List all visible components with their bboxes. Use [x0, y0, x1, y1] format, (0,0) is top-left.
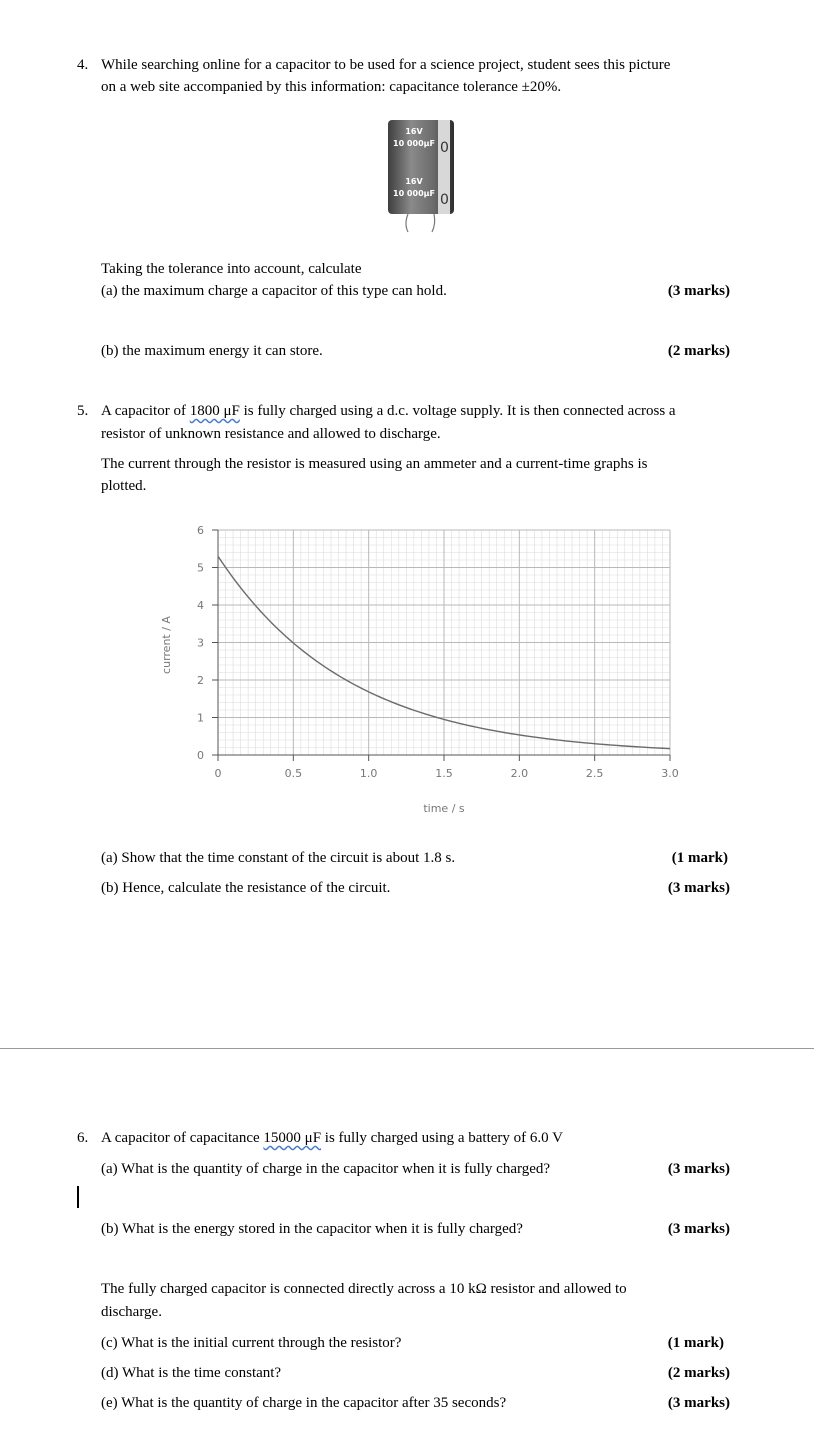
- y-tick-label: 5: [197, 561, 204, 575]
- q5-text-line2: resistor of unknown resistance and allowed to discharge.: [101, 426, 441, 442]
- svg-text:0: 0: [440, 140, 449, 156]
- q4-part-a-marks: (3 marks): [667, 283, 730, 299]
- cap-capacitance-bottom: 10 000μF: [393, 189, 435, 198]
- q5-part-a: (a) Show that the time constant of the circuit is about 1.8 s.: [101, 850, 456, 866]
- page-divider: [0, 1048, 814, 1049]
- q5-part-b: (b) Hence, calculate the resistance of the circuit.: [101, 880, 391, 896]
- x-tick-label: 1.5: [435, 767, 453, 780]
- q5-text-line3: The current through the resistor is measured using an ammeter and a current-time graphs is: [101, 456, 648, 472]
- q6-capacitance-value: 15000 μF: [263, 1130, 322, 1146]
- q4-text-line2: on a web site accompanied by this information: capacitance tolerance ±20%.: [101, 79, 562, 95]
- q6-paragraph-line1: The fully charged capacitor is connected directly across a 10 kΩ resistor and allowed to: [101, 1281, 627, 1297]
- q6-paragraph-line2: discharge.: [101, 1304, 162, 1320]
- capacitor-image: [380, 114, 460, 236]
- current-time-graph: [140, 515, 700, 820]
- q6-part-d-marks: (2 marks): [667, 1365, 730, 1381]
- q4-part-b-marks: (2 marks): [667, 343, 730, 359]
- q6-part-b-marks: (3 marks): [667, 1221, 730, 1237]
- q5-number: 5.: [77, 403, 89, 419]
- x-tick-label: 2.5: [585, 767, 604, 780]
- x-tick-label: 1.0: [359, 767, 378, 780]
- cap-voltage-top: 16V: [405, 127, 423, 136]
- svg-text:0: 0: [440, 192, 449, 208]
- q5-capacitance-value: 1800 μF: [189, 403, 240, 419]
- x-tick-label: 3.0: [661, 767, 679, 780]
- text-cursor: [77, 1186, 79, 1208]
- q4-part-b: (b) the maximum energy it can store.: [101, 343, 323, 359]
- y-tick-label: 3: [197, 636, 204, 650]
- q5-text-line4: plotted.: [101, 478, 147, 494]
- y-axis-label: current / A: [160, 616, 173, 674]
- q5-line1-post: is fully charged using a d.c. voltage supply. It is then connected across a: [239, 403, 676, 419]
- x-axis-label: time / s: [423, 802, 465, 815]
- graph-y-ticks: [197, 524, 218, 762]
- q5-part-a-marks: (1 mark): [671, 850, 728, 866]
- y-tick-label: 2: [197, 674, 204, 687]
- q6-part-c: (c) What is the initial current through the resistor?: [101, 1335, 402, 1351]
- q5-line1-pre: A capacitor of: [101, 403, 190, 419]
- q5-text-line1: [101, 401, 676, 421]
- q6-part-e: (e) What is the quantity of charge in the capacitor after 35 seconds?: [101, 1395, 507, 1411]
- y-tick-label: 0: [197, 749, 204, 762]
- q6-part-c-marks: (1 mark): [667, 1335, 724, 1351]
- q5-part-b-marks: (3 marks): [667, 880, 730, 896]
- q6-line1-pre: A capacitor of capacitance: [101, 1130, 264, 1146]
- q6-part-a: (a) What is the quantity of charge in the capacitor when it is fully charged?: [101, 1161, 551, 1177]
- y-tick-label: 6: [197, 524, 204, 537]
- q4-part-a: (a) the maximum charge a capacitor of this type can hold.: [101, 283, 447, 299]
- q6-part-d: (d) What is the time constant?: [101, 1365, 282, 1381]
- q6-part-e-marks: (3 marks): [667, 1395, 730, 1411]
- graph-x-ticks: [215, 755, 679, 780]
- q4-intro: Taking the tolerance into account, calculate: [101, 261, 362, 277]
- q4-text-line1: While searching online for a capacitor to be used for a science project, student sees this picture: [101, 57, 671, 73]
- q6-part-a-marks: (3 marks): [667, 1161, 730, 1177]
- x-tick-label: 0: [214, 767, 222, 780]
- cap-voltage-bottom: 16V: [405, 177, 423, 186]
- q6-text-line1: [101, 1128, 563, 1148]
- q6-number: 6.: [77, 1130, 89, 1146]
- y-tick-label: 1: [197, 711, 204, 725]
- q6-part-b: (b) What is the energy stored in the capacitor when it is fully charged?: [101, 1221, 523, 1237]
- x-tick-label: 0.5: [284, 767, 303, 780]
- q6-line1-post: is fully charged using a battery of 6.0 V: [321, 1130, 563, 1146]
- q4-number: 4.: [77, 57, 89, 73]
- y-tick-label: 4: [197, 599, 204, 612]
- cap-capacitance-top: 10 000μF: [393, 139, 435, 148]
- x-tick-label: 2.0: [510, 767, 529, 780]
